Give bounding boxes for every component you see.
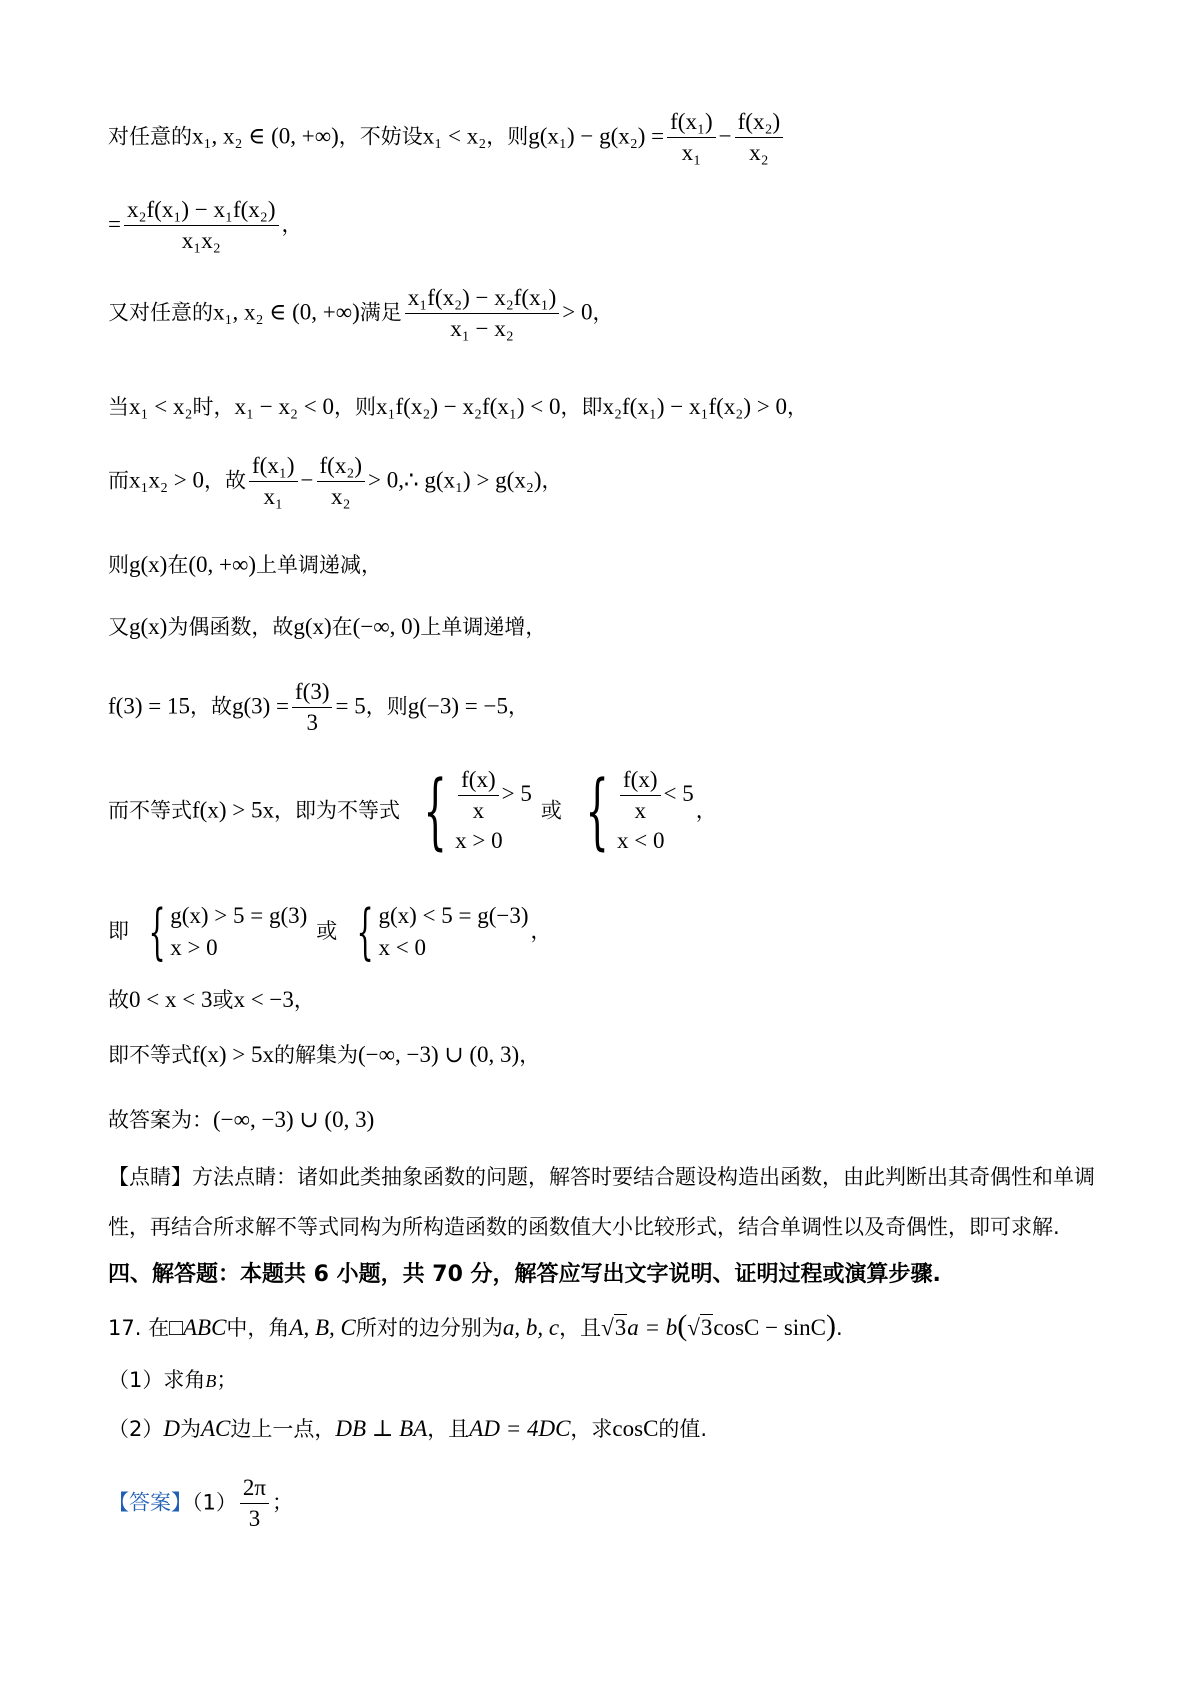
math-expr: √	[687, 1315, 700, 1340]
system-rows	[378, 900, 528, 964]
line-12	[108, 1040, 540, 1071]
text: 或	[212, 988, 234, 1012]
system-row	[455, 766, 532, 825]
numerator: f(3)	[292, 678, 332, 708]
line-14	[108, 1162, 1095, 1193]
math-expr: f(x) > 5x	[192, 1042, 274, 1067]
text: .	[836, 1316, 843, 1340]
math-expr: (−∞, 0)	[352, 614, 421, 639]
fraction	[124, 196, 279, 255]
text: 对任意的	[108, 124, 192, 149]
math-expr: x < −3	[233, 987, 294, 1012]
text: ，则	[365, 694, 408, 719]
math-expr: g(x)	[129, 552, 168, 577]
numerator: f(x₁)	[249, 452, 298, 482]
math-expr: x₁, x₂ ∈ (0, +∞)	[213, 299, 360, 325]
math-expr: −	[718, 123, 732, 149]
math-expr: f(x) > 5x	[192, 797, 274, 823]
math-expr: > 0	[562, 299, 593, 325]
line-3	[108, 284, 614, 343]
text: 中，角	[226, 1316, 290, 1340]
text: 为偶函数，故	[167, 615, 294, 639]
piecewise-system	[346, 897, 529, 967]
text: ，	[695, 798, 717, 823]
math-expr: f(3) = 15	[108, 693, 190, 719]
math-expr: √	[601, 1315, 614, 1340]
text: 即不等式	[108, 1043, 192, 1067]
text: 时，	[192, 395, 235, 419]
line-2	[108, 196, 303, 255]
math-expr: g(−3) = −5	[407, 693, 508, 719]
fraction	[249, 452, 298, 511]
text: ，则	[334, 395, 376, 419]
math-expr: (	[677, 1309, 688, 1342]
text: 即	[108, 919, 129, 943]
text: 而	[108, 468, 129, 493]
math-expr: cosC − sinC	[713, 1315, 827, 1340]
math-expr: g(x)	[129, 614, 168, 639]
denominator: x₁	[681, 140, 702, 165]
numerator: x₂f(x₁) − x₁f(x₂)	[124, 196, 279, 226]
question-17-part-2	[108, 1414, 707, 1445]
denominator: 3	[248, 1506, 261, 1531]
line-1	[108, 108, 786, 167]
denominator: x₂	[749, 140, 769, 165]
fraction	[240, 1474, 269, 1533]
text: ，	[786, 395, 808, 419]
line-4	[108, 392, 808, 423]
fraction	[620, 766, 660, 825]
text: ，	[541, 468, 563, 493]
text: （1）求角	[108, 1368, 206, 1392]
text: 所对的边分别为	[355, 1316, 503, 1340]
text: 上单调递增，	[420, 615, 547, 639]
text: 又	[108, 615, 129, 639]
text: 而不等式	[108, 798, 192, 823]
denominator: x₁ − x₂	[450, 316, 514, 341]
math-expr: −	[300, 467, 314, 493]
math-expr: (0, +∞)	[188, 552, 257, 577]
math-expr: g(x)	[293, 614, 332, 639]
text: ，	[592, 300, 614, 325]
fraction	[405, 284, 560, 343]
text: 又对任意的	[108, 300, 213, 325]
section-heading	[108, 1260, 941, 1290]
math-expr: a, b, c	[502, 1315, 560, 1340]
piecewise-system	[571, 763, 694, 859]
text: 在	[167, 553, 189, 577]
question-17-part-1	[108, 1365, 237, 1396]
line-13	[108, 1105, 374, 1136]
text: ，且	[559, 1316, 602, 1340]
text: 在	[331, 615, 353, 639]
text: ，即	[560, 395, 603, 419]
system-row: g(x) < 5 = g(−3)	[378, 903, 529, 928]
text: 17. 在	[108, 1316, 170, 1340]
text: ，故	[189, 694, 232, 719]
math-expr: x₁ < x₂	[129, 394, 193, 419]
math-expr: 3	[700, 1315, 713, 1340]
system-row: x < 0	[378, 935, 426, 960]
numerator: f(x₁)	[667, 108, 716, 138]
math-expr: D	[163, 1416, 180, 1441]
line-6	[108, 550, 382, 581]
text: 上单调递减，	[256, 553, 383, 577]
text: ，故	[204, 468, 247, 493]
math-expr: (−∞, −3) ∪ (0, 3)	[357, 1042, 520, 1067]
text: 故	[108, 988, 129, 1012]
numerator: f(x₂)	[317, 452, 366, 482]
text: ，且	[427, 1417, 470, 1441]
system-row: x > 0	[455, 828, 503, 853]
math-expr: x₁x₂ > 0	[129, 467, 205, 493]
math-expr: x₁f(x₂) − x₂f(x₁) < 0	[376, 394, 561, 419]
math-expr: 0 < x < 3	[129, 987, 213, 1012]
text: ，	[507, 694, 529, 719]
left-brace: {	[148, 897, 166, 967]
heading-text: 四、解答题：本题共 6 小题，共 70 分，解答应写出文字说明、证明过程或演算步骤.	[108, 1262, 941, 1287]
line-7	[108, 612, 546, 643]
numerator: x₁f(x₂) − x₂f(x₁)	[405, 284, 560, 314]
math-expr: )	[826, 1309, 837, 1342]
text: ，则	[486, 124, 529, 149]
line-11	[108, 985, 315, 1016]
system-row	[617, 766, 694, 825]
numerator: f(x)	[458, 766, 498, 796]
numerator: 2π	[240, 1474, 269, 1504]
line-9	[108, 763, 717, 859]
left-brace: {	[356, 897, 374, 967]
numerator: f(x)	[620, 766, 660, 796]
fraction	[667, 108, 716, 167]
denominator: x₂	[330, 484, 351, 509]
question-17	[108, 1311, 843, 1344]
math-expr: DB ⊥ BA	[335, 1416, 428, 1441]
math-expr: x₁, x₂ ∈ (0, +∞)	[192, 123, 339, 149]
math-expr: x₁ < x₂	[422, 123, 487, 149]
text: ，	[519, 1043, 541, 1067]
tip-text: 性，再结合所求解不等式同构为所构造函数的函数值大小比较形式，结合单调性以及奇偶性，即可求解.	[108, 1215, 1060, 1239]
math-expr: cosC	[612, 1416, 659, 1441]
line-15	[108, 1212, 1060, 1243]
text: 边上一点，	[230, 1417, 336, 1441]
text: ，即为不等式	[273, 798, 400, 823]
math-expr: g(3) =	[231, 693, 289, 719]
text: 或	[540, 798, 562, 823]
text: ，	[281, 212, 303, 237]
text: 当	[108, 395, 129, 419]
math-expr: = 5	[335, 693, 366, 719]
denominator: x	[634, 798, 646, 823]
fraction	[317, 452, 366, 511]
math-expr: < 5	[663, 780, 694, 806]
denominator: 3	[306, 710, 318, 735]
text: ，	[293, 988, 315, 1012]
line-10	[108, 897, 552, 967]
system-rows	[455, 766, 532, 857]
math-expr: =	[108, 211, 121, 237]
math-expr: B	[205, 1371, 217, 1391]
system-rows	[170, 900, 307, 964]
answer-line	[108, 1474, 293, 1533]
text: 满足	[359, 300, 402, 325]
math-expr: 3	[614, 1315, 627, 1340]
math-expr: (−∞, −3) ∪ (0, 3)	[213, 1107, 375, 1132]
text: （2）	[108, 1417, 164, 1441]
fraction	[458, 766, 498, 825]
math-expr: A, B, C	[289, 1315, 356, 1340]
text: 的值.	[658, 1417, 708, 1441]
text: ，不妨设	[338, 124, 423, 149]
text: ，求	[570, 1417, 613, 1441]
line-8	[108, 678, 529, 737]
text: ，	[530, 919, 552, 943]
fraction	[735, 108, 784, 167]
math-expr: □ABC	[169, 1315, 227, 1340]
fraction	[292, 678, 332, 737]
piecewise-system	[409, 763, 532, 859]
text: （1）	[192, 1490, 237, 1515]
text: 为	[180, 1417, 201, 1441]
text: 故答案为：	[108, 1108, 213, 1132]
denominator: x₁x₂	[181, 228, 221, 253]
math-expr: g(x₁) − g(x₂) =	[528, 123, 665, 149]
math-expr: x₁ − x₂ < 0	[234, 394, 334, 419]
denominator: x₁	[263, 484, 284, 509]
math-expr: > 0,∴ g(x₁) > g(x₂)	[368, 467, 542, 493]
text: ；	[216, 1368, 238, 1392]
math-expr: AC	[201, 1416, 231, 1441]
numerator: f(x₂)	[735, 108, 784, 138]
denominator: x	[472, 798, 485, 823]
text: ；	[272, 1490, 293, 1515]
answer-label: 【答案】	[108, 1490, 192, 1515]
text: 则	[108, 553, 129, 577]
system-row: g(x) > 5 = g(3)	[170, 903, 308, 928]
left-brace: {	[585, 763, 609, 859]
piecewise-system	[138, 897, 308, 967]
math-expr: AD = 4DC	[469, 1416, 571, 1441]
math-expr: x₂f(x₁) − x₁f(x₂) > 0	[602, 394, 787, 419]
left-brace: {	[423, 763, 447, 859]
math-expr: a = b	[627, 1315, 678, 1340]
tip-text: 【点睛】方法点睛：诸如此类抽象函数的问题，解答时要结合题设构造出函数，由此判断出其奇偶性和单调	[108, 1165, 1095, 1189]
system-row: x < 0	[617, 828, 665, 853]
text: 或	[316, 919, 338, 943]
line-5	[108, 452, 563, 511]
math-expr: > 5	[501, 780, 532, 806]
system-row: x > 0	[170, 935, 218, 960]
text: 的解集为	[273, 1043, 358, 1067]
system-rows	[617, 766, 694, 857]
